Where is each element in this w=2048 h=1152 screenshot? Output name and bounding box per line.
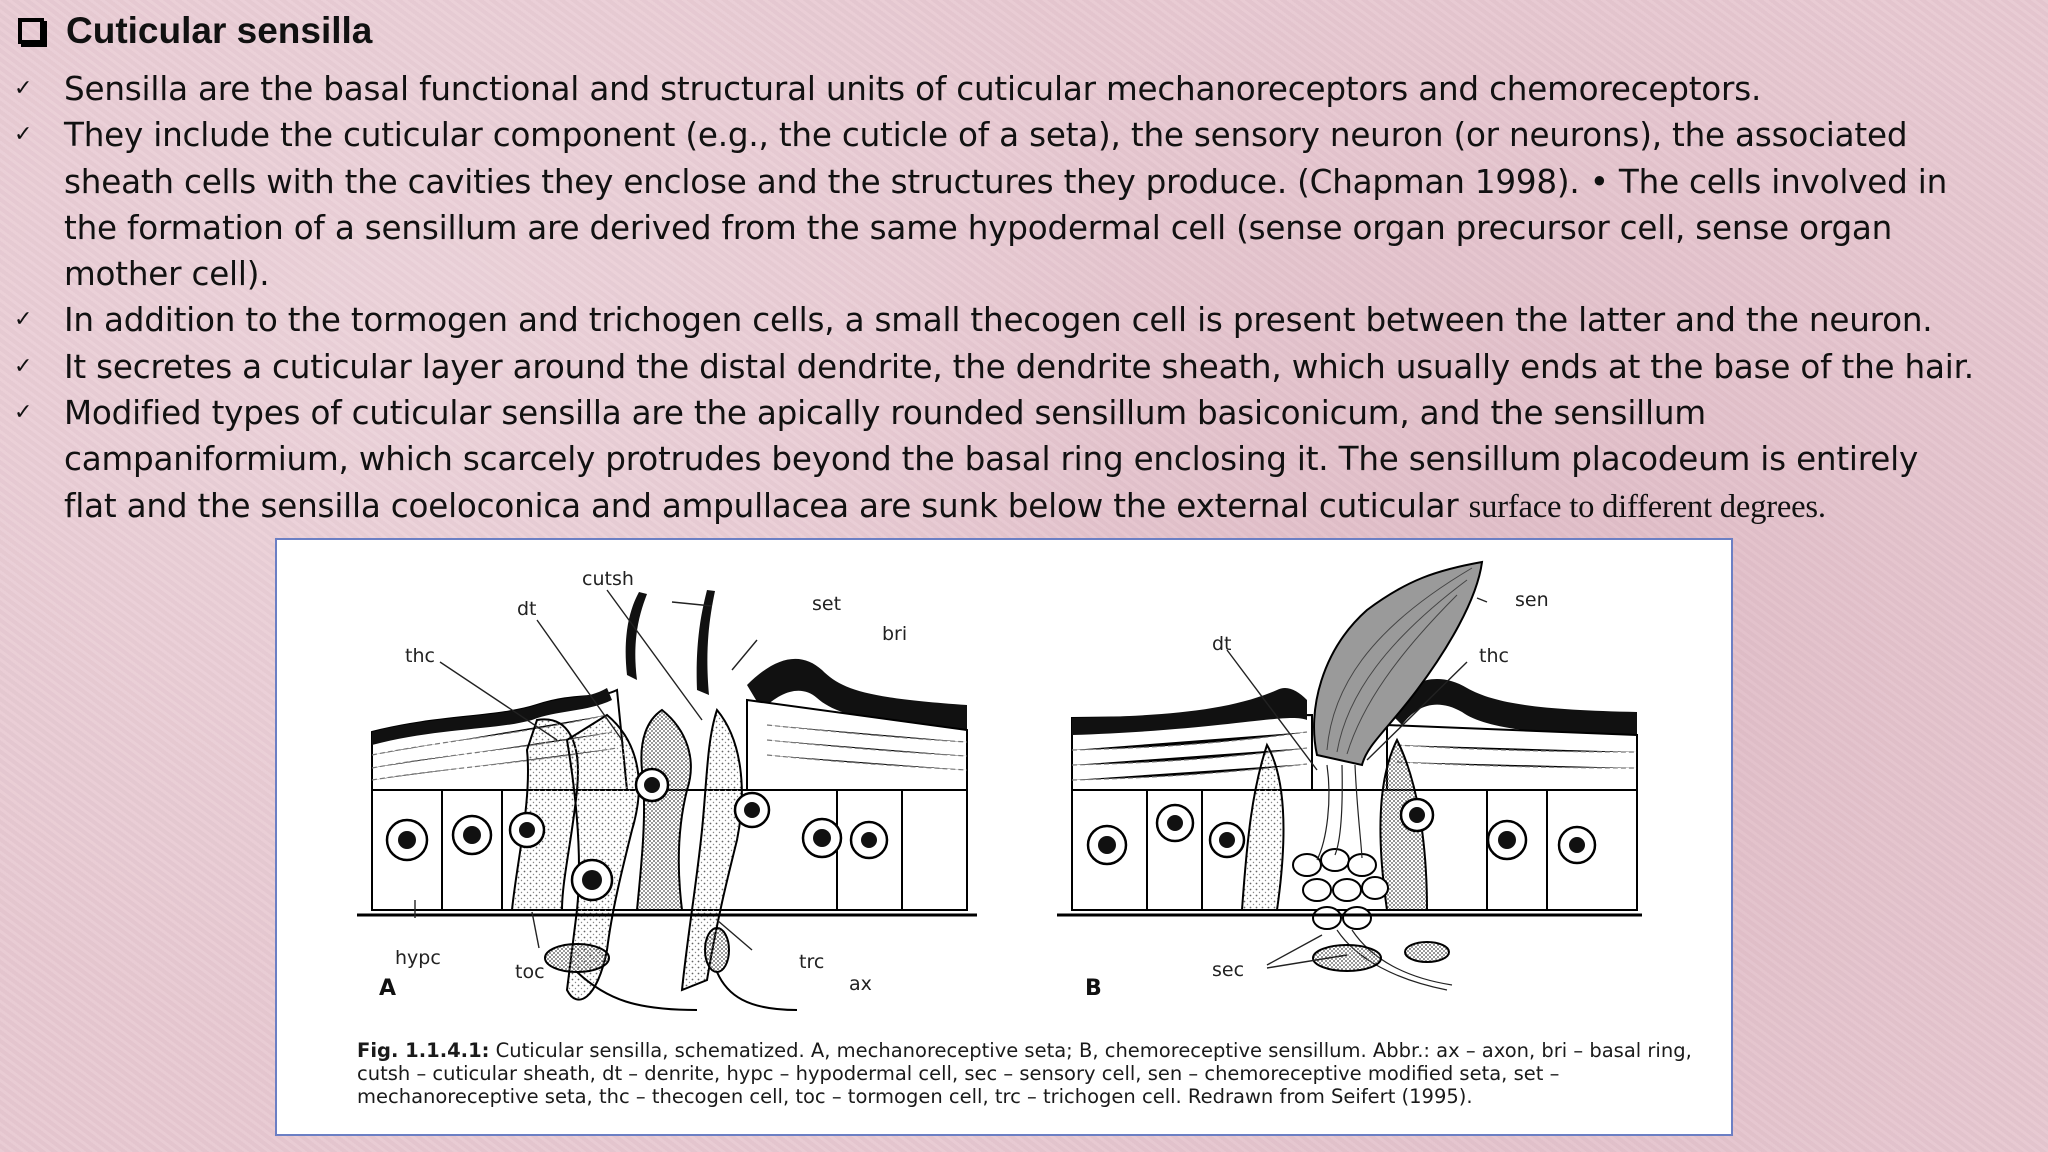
figure-caption [357,1039,1697,1108]
caption-text: Cuticular sensilla, schematized. A, mechanoreceptive seta; B, chemoreceptive sensillum. Abbr.: ax – axon, bri – basal ring, cutsh – cuticular sheath, dt – denrite, hypc – hypodermal cell, sec – sensory cell, sen – chemoreceptive modified seta, set – mechanoreceptive seta, thc – thecogen cell, toc – tormogen cell, trc – trichogen cell. Redrawn from Seifert (1995). [357,1039,1692,1108]
label-sen: sen [1515,589,1549,611]
checkbox-bullet-icon [18,18,44,44]
bullet-text: In addition to the tormogen and trichogen cells, a small thecogen cell is present between the latter and the neuron. [64,301,1933,340]
label-hypc: hypc [395,947,441,969]
label-ax: ax [849,973,872,995]
bullet-text-tail: surface to different degrees. [1468,488,1826,525]
label-thc-b: thc [1479,645,1509,667]
checkmark-icon: ✓ [14,400,33,426]
bullet-item [14,297,1974,343]
label-cutsh: cutsh [582,568,634,590]
label-bri: bri [882,623,908,645]
caption-bold: Fig. 1.1.4.1: [357,1039,490,1062]
slide-title: Cuticular sensilla [66,10,373,51]
bullet-text: It secretes a cuticular layer around the distal dendrite, the dendrite sheath, which usually ends at the base of the hair. [64,347,1974,386]
sensilla-diagram [277,540,1731,1038]
panel-label-b: B [1085,976,1102,1001]
bullet-item [14,344,1974,390]
bullet-text [64,390,1974,530]
checkmark-icon: ✓ [14,307,33,333]
checkmark-icon: ✓ [14,76,33,101]
panel-a-diagram [357,568,977,1010]
bullet-item [14,112,1974,297]
label-dt-a: dt [517,598,537,620]
label-set: set [812,593,842,615]
bullet-item [14,390,1974,530]
panel-label-a: A [379,976,397,1001]
bullet-list [14,66,1974,530]
title-row [18,10,372,52]
panel-b-diagram [1057,562,1642,1001]
checkmark-icon: ✓ [14,353,33,379]
bullet-text: Sensilla are the basal functional and structural units of cuticular mechanoreceptors and chemoreceptors. [64,70,1762,108]
bullet-text-main: Modified types of cuticular sensilla are the apically rounded sensillum basiconicum, and the sensillum campaniformium, which scarcely protrudes beyond the basal ring enclosing it. The sensillum placodeum is entirely flat and the sensilla coeloconica and ampullacea are sunk below the external cuticular [64,394,1919,525]
label-trc: trc [799,951,825,973]
label-dt-b: dt [1212,633,1232,655]
label-sec: sec [1212,959,1245,981]
bullet-text: They include the cuticular component (e.g., the cuticle of a seta), the sensory neuron (or neurons), the associated sheath cells with the cavities they enclose and the structures they produce. (Chapman 1998). • The cells involved in the formation of a sensillum are derived from the same hypodermal cell (sense organ precursor cell, sense organ mother cell). [64,116,1948,294]
label-toc: toc [515,961,545,983]
bullet-item [14,66,1974,112]
label-thc-a: thc [405,645,435,667]
figure-frame [275,538,1733,1136]
checkmark-icon: ✓ [14,122,33,148]
